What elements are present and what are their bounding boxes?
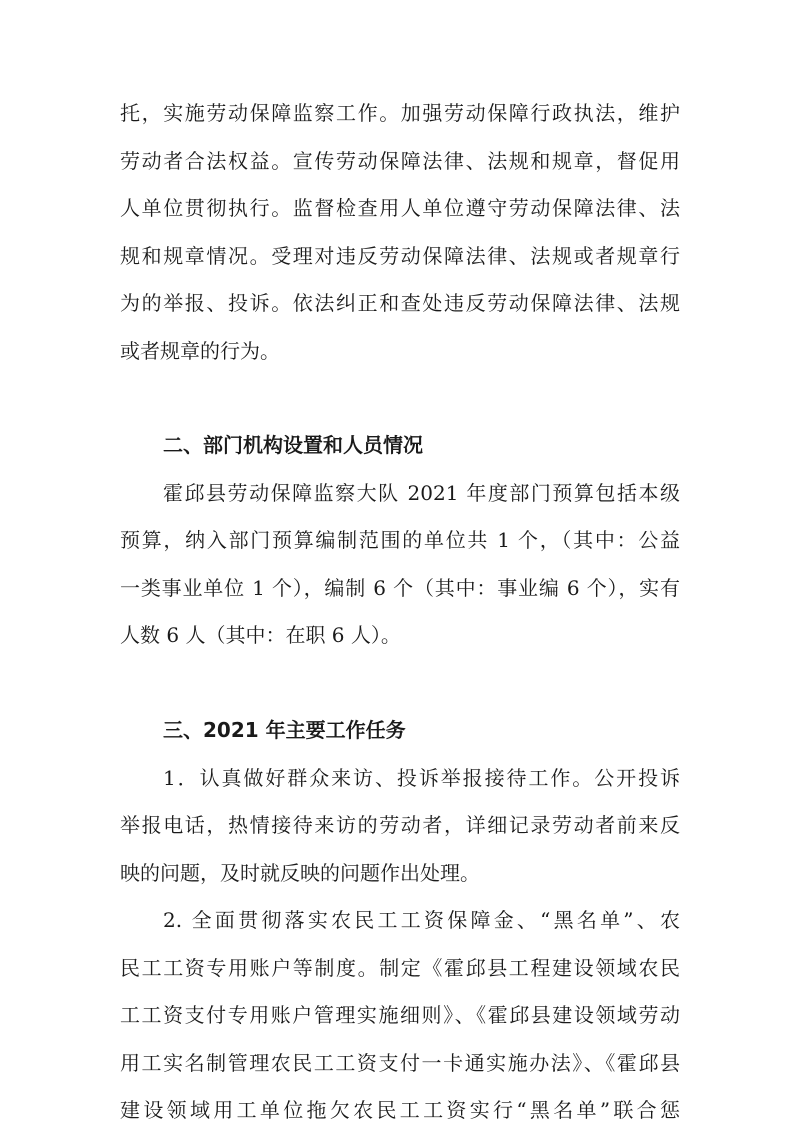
paragraph-line: 预算，纳入部门预算编制范围的单位共 1 个，（其中：公益 — [120, 528, 680, 552]
paragraph-line: 用工实名制管理农民工工资支付一卡通实施办法》、《霍邱县 — [120, 1051, 680, 1075]
paragraph-line: 建设领域用工单位拖欠农民工工资实行“黑名单”联合惩 — [120, 1098, 680, 1122]
section-heading: 二、部门机构设置和人员情况 — [163, 433, 423, 457]
paragraph-line: 举报电话，热情接待来访的劳动者，详细记录劳动者前来反 — [120, 813, 680, 837]
paragraph-line: 或者规章的行为。 — [120, 339, 280, 363]
paragraph-line: 工工资支付专用账户管理实施细则》、《霍邱县建设领域劳动 — [120, 1003, 680, 1027]
paragraph-line: 一类事业单位 1 个），编制 6 个（其中：事业编 6 个），实有 — [120, 576, 680, 600]
paragraph-line: 托，实施劳动保障监察工作。加强劳动保障行政执法，维护 — [120, 101, 680, 125]
paragraph-line: 2. 全面贯彻落实农民工工资保障金、“黑名单”、农 — [163, 908, 680, 932]
paragraph-line: 霍邱县劳动保障监察大队 2021 年度部门预算包括本级 — [163, 481, 680, 505]
section-heading: 三、2021 年主要工作任务 — [163, 718, 406, 742]
paragraph-line: 人数 6 人（其中：在职 6 人）。 — [120, 623, 401, 647]
paragraph-line: 民工工资专用账户等制度。制定《霍邱县工程建设领域农民 — [120, 956, 680, 980]
paragraph-line: 1．认真做好群众来访、投诉举报接待工作。公开投诉 — [163, 766, 680, 790]
paragraph-line: 规和规章情况。受理对违反劳动保障法律、法规或者规章行 — [120, 244, 680, 268]
paragraph-line: 人单位贯彻执行。监督检查用人单位遵守劳动保障法律、法 — [120, 196, 680, 220]
paragraph-line: 劳动者合法权益。宣传劳动保障法律、法规和规章，督促用 — [120, 149, 680, 173]
paragraph-line: 映的问题，及时就反映的问题作出处理。 — [120, 861, 480, 885]
paragraph-line: 为的举报、投诉。依法纠正和查处违反劳动保障法律、法规 — [120, 291, 680, 315]
